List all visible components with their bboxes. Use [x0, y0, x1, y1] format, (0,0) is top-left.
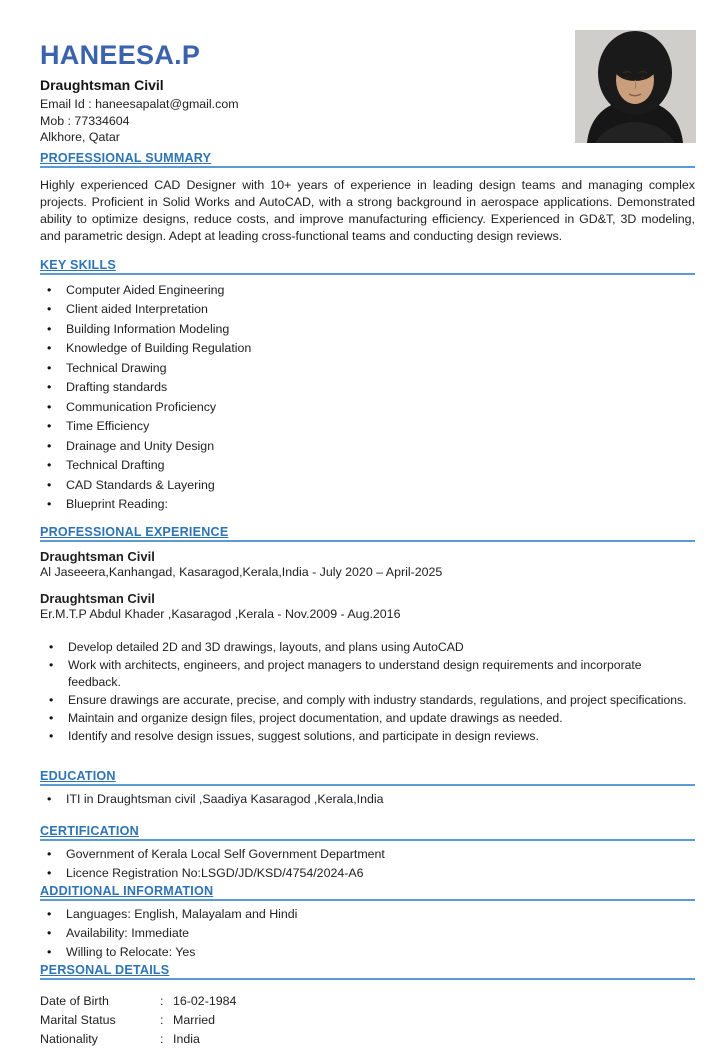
personal-detail-label: Marital Status — [40, 1013, 116, 1027]
section-heading-additional-information — [40, 884, 695, 901]
personal-detail-separator: : — [160, 994, 164, 1008]
list-item: • Willing to Relocate: Yes — [66, 944, 695, 961]
additional-information-list — [40, 906, 695, 961]
list-item: • Identify and resolve design issues, suggest solutions, and participate in design reviews. — [68, 728, 695, 745]
section-heading-professional-experience — [40, 525, 695, 542]
job-company-dates: Al Jaseeera,Kanhangad, Kasaragod,Kerala,India - July 2020 – April-2025 — [40, 565, 443, 579]
summary-paragraph: Highly experienced CAD Designer with 10+ years of experience in leading design teams and managing complex projects. Proficient in Solid Works and AutoCAD, with a strong background in aerospace applications. Demonstrated ability to optimize designs, reduce costs, and improve manufacturing efficiency. Experienced in GD&T, 3D modeling, and parametric design. Adept at leading cross-functional teams and conducting design reviews. — [40, 177, 695, 243]
personal-detail-value: Married — [173, 1013, 215, 1027]
list-item: • Drafting standards — [66, 379, 695, 396]
section-heading-certification — [40, 824, 695, 841]
list-item: • CAD Standards & Layering — [66, 477, 695, 494]
personal-detail-label: Date of Birth — [40, 994, 109, 1008]
profile-photo — [575, 30, 696, 143]
section-heading-label: PROFESSIONAL EXPERIENCE — [40, 525, 229, 539]
list-item: • Technical Drawing — [66, 360, 695, 377]
list-item: • Communication Proficiency — [66, 399, 695, 416]
personal-detail-value: 16-02-1984 — [173, 994, 237, 1008]
list-item: • Computer Aided Engineering — [66, 282, 695, 299]
list-item: • Drainage and Unity Design — [66, 438, 695, 455]
personal-detail-row — [40, 992, 695, 1011]
personal-detail-label: Nationality — [40, 1032, 98, 1046]
section-heading-key-skills — [40, 258, 695, 275]
personal-detail-row — [40, 1030, 695, 1049]
section-heading-label: PERSONAL DETAILS — [40, 963, 170, 977]
candidate-job-title: Draughtsman Civil — [40, 77, 164, 93]
job-entry — [40, 549, 695, 581]
mobile-line: Mob : 77334604 — [40, 113, 130, 128]
list-item: • Building Information Modeling — [66, 321, 695, 338]
section-heading-professional-summary — [40, 151, 695, 168]
section-heading-education — [40, 769, 695, 786]
list-item: • Ensure drawings are accurate, precise, and comply with industry standards, regulations, and project specifications. — [68, 692, 695, 709]
job-title: Draughtsman Civil — [40, 549, 155, 564]
experience-duties-list — [40, 639, 695, 745]
certification-list — [40, 846, 695, 882]
personal-detail-separator: : — [160, 1013, 164, 1027]
list-item: • Languages: English, Malayalam and Hindi — [66, 906, 695, 923]
section-heading-label: KEY SKILLS — [40, 257, 116, 272]
personal-detail-value: India — [173, 1032, 200, 1046]
email-line: Email Id : haneesapalat@gmail.com — [40, 97, 239, 111]
job-entry — [40, 591, 695, 623]
list-item: • Government of Kerala Local Self Government Department — [66, 846, 695, 863]
section-heading-label: CERTIFICATION — [40, 824, 139, 838]
job-title: Draughtsman Civil — [40, 591, 155, 606]
list-item: • Maintain and organize design files, project documentation, and update drawings as needed. — [68, 710, 695, 727]
education-list — [40, 791, 695, 808]
section-heading-label: ADDITIONAL INFORMATION — [40, 884, 214, 898]
list-item: • Licence Registration No:LSGD/JD/KSD/4754/2024-A6 — [66, 865, 695, 882]
key-skills-list — [40, 282, 695, 514]
list-item: • Work with architects, engineers, and project managers to understand design requirements and incorporate feedback. — [68, 657, 695, 691]
list-item: • Develop detailed 2D and 3D drawings, layouts, and plans using AutoCAD — [68, 639, 695, 656]
woman-portrait-icon — [575, 30, 696, 143]
list-item: • Knowledge of Building Regulation — [66, 340, 695, 357]
personal-detail-row — [40, 1011, 695, 1030]
job-company-dates: Er.M.T.P Abdul Khader ,Kasaragod ,Kerala - Nov.2009 - Aug.2016 — [40, 607, 401, 621]
list-item: • Blueprint Reading: — [66, 496, 695, 513]
candidate-name: HANEESA.P — [40, 40, 201, 70]
list-item: • Time Efficiency — [66, 418, 695, 435]
list-item: • Availability: Immediate — [66, 925, 695, 942]
location-line: Alkhore, Qatar — [40, 130, 120, 144]
section-heading-personal-details — [40, 963, 695, 980]
section-heading-label: EDUCATION — [40, 769, 116, 783]
section-heading-label: PROFESSIONAL SUMMARY — [40, 150, 212, 165]
personal-detail-separator: : — [160, 1032, 164, 1046]
list-item: • Client aided Interpretation — [66, 301, 695, 318]
personal-details-table — [40, 992, 695, 1049]
list-item: • Technical Drafting — [66, 457, 695, 474]
list-item: • ITI in Draughtsman civil ,Saadiya Kasaragod ,Kerala,India — [66, 791, 695, 808]
